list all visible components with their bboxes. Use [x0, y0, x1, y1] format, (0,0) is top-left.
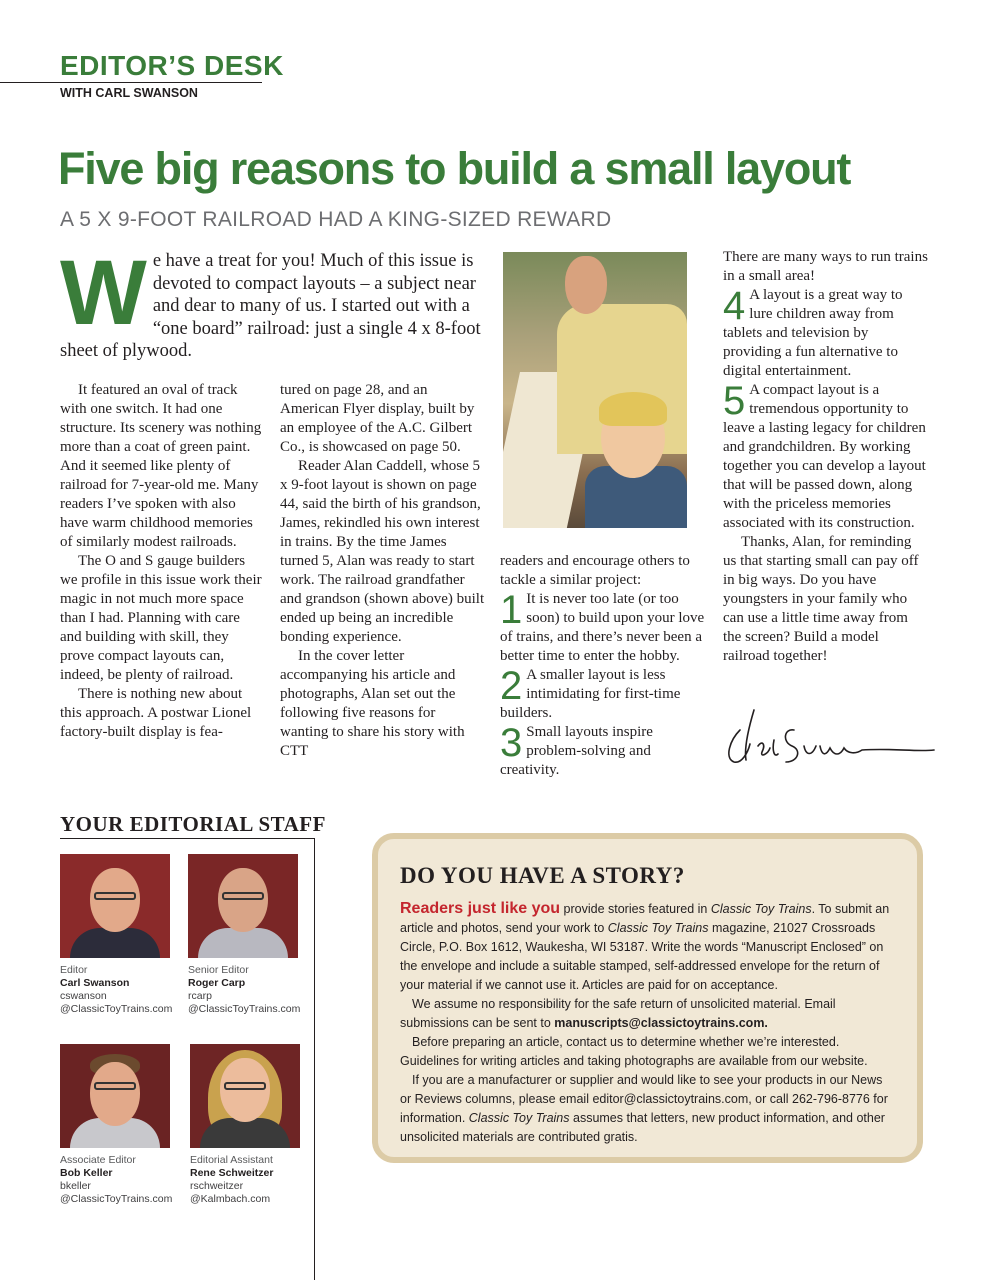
grandfather-grandson-photo [503, 252, 687, 528]
staff-domain: @ClassicToyTrains.com [60, 1003, 173, 1015]
reason-item [500, 666, 705, 723]
story-text: We assume no responsibility for the safe return of unsolicited material. Email submissions can be sent to [400, 997, 836, 1030]
closing-paragraph: Thanks, Alan, for reminding us that starting small can pay off in big ways. Do you have youngsters in your family who can use a little time away from the screen? Build a model railroad together! [723, 534, 919, 664]
story-title: DO YOU HAVE A STORY? [400, 863, 685, 888]
reason-text: A layout is a great way to lure children away from tablets and television by providing a fun alternative to digital entertainment. [723, 287, 903, 379]
staff-handle: bkeller [60, 1180, 91, 1192]
story-paragraph [400, 1071, 891, 1147]
grandson-hair [599, 392, 667, 426]
header-rule [0, 82, 262, 83]
body-paragraph: There is nothing new about this approach. A postwar Lionel factory-built display is fea- [60, 686, 252, 740]
story-paragraph [400, 899, 891, 995]
reason-item [500, 590, 705, 666]
body-paragraph: tured on page 28, and an American Flyer display, built by an employee of the A.C. Gilbert Co., is showcased on page 50. [280, 382, 475, 455]
staff-name: Rene Schweitzer [190, 1167, 274, 1179]
staff-role: Editorial Assistant [190, 1154, 273, 1166]
staff-divider [314, 838, 315, 1280]
glasses [94, 892, 136, 900]
reason-number: 2 [500, 664, 523, 708]
reason-text: Small layouts inspire problem-solving and creativity. [500, 724, 653, 778]
staff-role: Associate Editor [60, 1154, 136, 1166]
body-paragraph: It featured an oval of track with one switch. It had one structure. Its scenery was nothing more than a coat of green paint. And it seemed like plenty of railroad for 7-year-old me. Many readers I’ve spoken with also have warm childhood memories of similarly modest railroads. [60, 382, 262, 550]
submission-email[interactable]: manuscripts@classictoytrains.com. [554, 1016, 768, 1030]
staff-name: Carl Swanson [60, 977, 130, 989]
story-paragraph: Before preparing an article, contact us to determine whether we’re interested. Guidelines for writing articles and taking photographs are available from our website. [400, 1035, 868, 1068]
staff-name: Roger Carp [188, 977, 246, 989]
story-lead: Readers just like you [400, 900, 561, 917]
reason-text: A compact layout is a tremendous opportunity to leave a lasting legacy for children and grandchildren. By working together you can develop a layout that will be passed down, along with the priceless memories associated with its construction. [723, 382, 926, 531]
staff-title: YOUR EDITORIAL STAFF [60, 812, 326, 836]
reason-text: It is never too late (or too soon) to build upon your love of trains, and there’s never been a better time to enter the hobby. [500, 591, 705, 664]
story-text: . To submit an article and photos, send your work to [400, 902, 890, 935]
staff-role: Senior Editor [188, 964, 249, 976]
staff-handle: cswanson [60, 990, 107, 1002]
story-text: If you are a manufacturer or supplier and would like to see your products in our News or Reviews columns, please email editor@classictoytrains.com, or call 262-796-8776 for information. [400, 1073, 888, 1125]
staff-card-associate-editor [60, 1044, 180, 1206]
glasses [94, 1082, 136, 1090]
headline: Five big reasons to build a small layout [58, 143, 851, 194]
reason-item [723, 381, 928, 533]
glasses [224, 1082, 266, 1090]
staff-role: Editor [60, 964, 88, 976]
staff-rule [60, 838, 315, 839]
column-2 [280, 381, 485, 761]
body-paragraph: There are many ways to run trains in a small area! [723, 249, 928, 284]
editor-signature [722, 700, 937, 770]
reason-item [723, 286, 928, 381]
staff-domain: @ClassicToyTrains.com [188, 1003, 301, 1015]
face [220, 1058, 270, 1122]
reason-number: 3 [500, 721, 523, 765]
section-subtitle: WITH CARL SWANSON [60, 86, 198, 100]
body-paragraph: Reader Alan Caddell, whose 5 x 9-foot layout is shown on page 44, said the birth of his grandson, James, rekindled his own interest in trains. By the time James turned 5, Alan was ready to start work. The railroad grandfather and grandson (shown above) built ended up being an incredible bonding experience. [280, 458, 485, 645]
grandfather-head [565, 256, 607, 314]
body-paragraph: readers and encourage others to tackle a similar project: [500, 553, 690, 588]
shoulders [198, 928, 288, 958]
shoulders [70, 928, 160, 958]
staff-photo [60, 854, 170, 958]
staff-name: Bob Keller [60, 1167, 113, 1179]
intro-text: e have a treat for you! Much of this issue is devoted to compact layouts – a subject near and dear to many of us. I started out with a “one board” railroad: just a single 4 x 8-foot sheet of plywood. [60, 251, 481, 361]
story-text: magazine, 21027 Crossroads Circle, P.O. Box 1612, Waukesha, WI 53187. Write the words “Manuscript Enclosed” on the envelope and include a suitable stamped, self-addressed envelope for the return of your material if we cannot use it. Articles are paid for on acceptance. [400, 921, 884, 992]
story-text: provide stories featured in [560, 902, 711, 916]
reason-number: 4 [723, 284, 746, 328]
face [90, 868, 140, 932]
body-paragraph: The O and S gauge builders we profile in this issue work their magic in not much more space than I had. Planning with care and building with skill, they prove compact layouts can, indeed, be plenty of railroad. [60, 553, 262, 683]
staff-domain: @Kalmbach.com [190, 1193, 271, 1205]
deck: A 5 X 9-FOOT RAILROAD HAD A KING-SIZED REWARD [60, 208, 612, 231]
story-paragraph [400, 995, 891, 1033]
drop-cap: W [60, 242, 147, 344]
staff-handle: rcarp [188, 990, 212, 1002]
staff-domain: @ClassicToyTrains.com [60, 1193, 173, 1205]
staff-card-senior-editor [188, 854, 308, 1016]
face [218, 868, 268, 932]
story-submission-box [372, 833, 923, 1163]
magazine-name: Classic Toy Trains [468, 1111, 570, 1125]
intro-paragraph [60, 242, 485, 363]
story-text: assumes that letters, new product information, and other unsolicited materials are contributed gratis. [400, 1111, 885, 1144]
reason-text: A smaller layout is less intimidating for first-time builders. [500, 667, 681, 721]
body-paragraph: In the cover letter accompanying his article and photographs, Alan set out the following five reasons for wanting to share his story with CTT [280, 648, 465, 759]
column-4 [723, 248, 928, 666]
reason-number: 1 [500, 588, 523, 632]
column-1 [60, 381, 265, 742]
face [90, 1062, 140, 1126]
shoulders [200, 1118, 290, 1148]
staff-card-editor [60, 854, 180, 1016]
story-body [400, 899, 891, 1147]
staff-photo [188, 854, 298, 958]
staff-photo [60, 1044, 170, 1148]
magazine-name: Classic Toy Trains [607, 921, 709, 935]
reason-number: 5 [723, 379, 746, 423]
column-3 [500, 552, 705, 780]
staff-handle: rschweitzer [190, 1180, 244, 1192]
section-title: EDITOR’S DESK [60, 50, 284, 81]
reason-item [500, 723, 705, 780]
section-header [60, 50, 320, 82]
staff-photo [190, 1044, 300, 1148]
glasses [222, 892, 264, 900]
magazine-name: Classic Toy Trains [710, 902, 812, 916]
staff-card-editorial-assistant [190, 1044, 310, 1206]
